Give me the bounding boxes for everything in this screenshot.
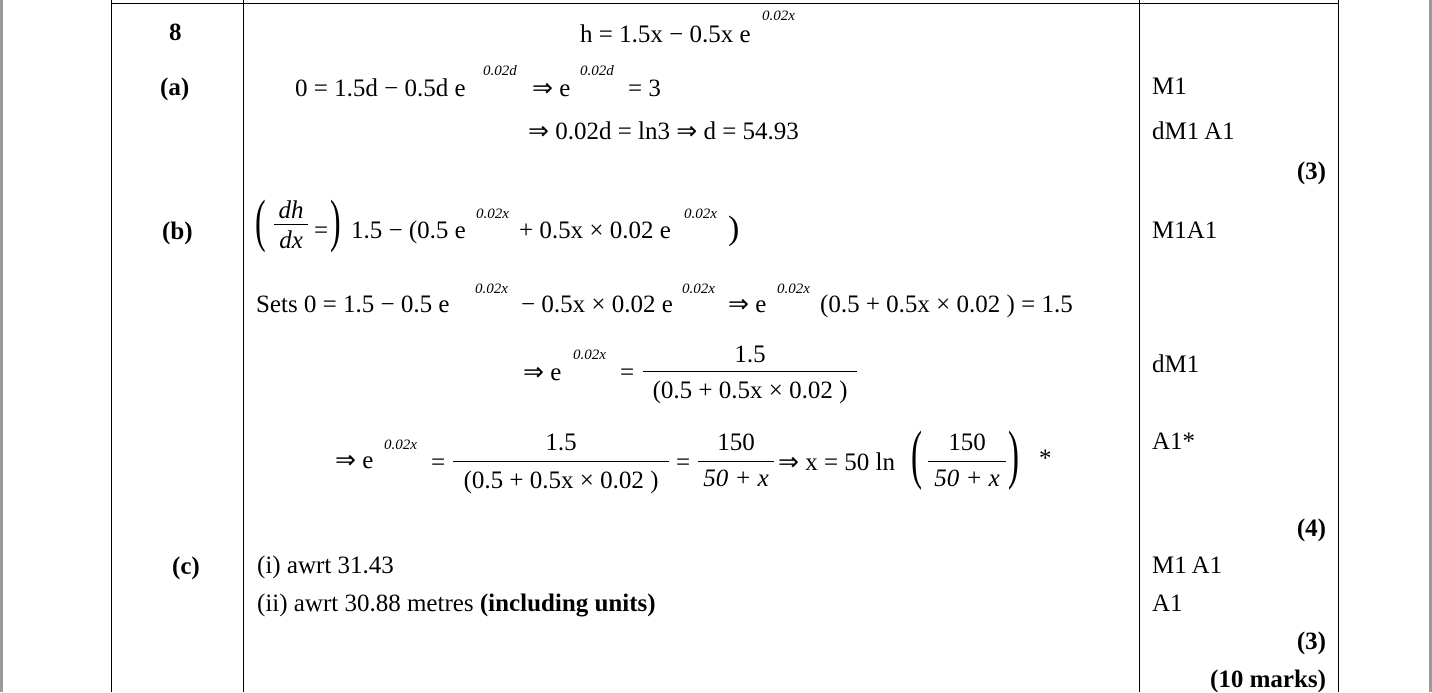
- table-divider-marks: [1139, 0, 1140, 692]
- part-a-line-1-result: = 3: [628, 75, 661, 102]
- part-b-line-4-bar-1: [453, 461, 669, 462]
- part-b-line-1-close: ): [728, 210, 740, 247]
- derivative-denominator: dx: [279, 227, 303, 254]
- table-border-left: [111, 0, 112, 692]
- part-b-line-4-star: *: [1039, 445, 1052, 472]
- grand-total: (10 marks): [1210, 666, 1326, 693]
- part-a-implies: ⇒ e: [532, 75, 571, 102]
- part-b-line-4-fraction-1: [453, 430, 669, 500]
- part-a-line-1: 0 = 1.5d − 0.5d e: [295, 75, 466, 102]
- part-b-line-3-numerator: 1.5: [734, 341, 766, 368]
- part-b-line-4-bar-2: [698, 461, 774, 462]
- part-b-line-2-middle: − 0.5x × 0.02 e: [521, 291, 673, 318]
- part-b-line-4-fraction-2: [698, 430, 774, 494]
- question-number: 8: [169, 19, 182, 46]
- part-b-line-3-exponent: 0.02x: [573, 347, 606, 363]
- mark-b-1: M1A1: [1152, 217, 1218, 244]
- total-a: (3): [1296, 158, 1326, 185]
- table-divider-question: [243, 0, 244, 692]
- mark-a-1: M1: [1152, 73, 1187, 100]
- part-b-line-4-numerator-2: 150: [717, 429, 755, 456]
- mark-b-3: A1*: [1152, 428, 1196, 455]
- mark-b-2: dM1: [1152, 351, 1200, 378]
- mark-a-2: dM1 A1: [1152, 118, 1235, 145]
- part-a-label: (a): [160, 74, 190, 101]
- part-b-line-2-end: (0.5 + 0.5x × 0.02 ) = 1.5: [820, 291, 1073, 318]
- part-b-line-3-start: ⇒ e: [523, 359, 562, 386]
- part-b-line-1-start: 1.5 − (0.5 e: [351, 217, 466, 244]
- part-b-label: (b): [162, 218, 193, 245]
- part-b-line-1-middle: + 0.5x × 0.02 e: [519, 217, 671, 244]
- part-a-exponent-2: 0.02d: [580, 63, 614, 79]
- part-a-line-2: ⇒ 0.02d = ln3 ⇒ d = 54.93: [528, 118, 799, 145]
- part-c-line-1: (i) awrt 31.43: [257, 552, 394, 579]
- derivative-equals: =: [314, 217, 329, 244]
- mark-c-2: A1: [1152, 590, 1183, 617]
- part-b-line-1-exponent-2: 0.02x: [684, 206, 717, 222]
- derivative-numerator: dh: [278, 197, 304, 224]
- part-c-line-2: [257, 591, 656, 616]
- derivative-fraction: [274, 196, 308, 254]
- part-b-line-4-fraction-3: [928, 430, 1006, 494]
- part-b-line-1-exponent-1: 0.02x: [476, 206, 509, 222]
- part-c-label: (c): [172, 553, 200, 580]
- part-b-line-4-numerator-3: 150: [948, 429, 986, 456]
- part-b-line-2-exponent-1: 0.02x: [475, 281, 508, 297]
- close-paren-ln: ): [1008, 418, 1019, 491]
- part-b-line-4-numerator-1: 1.5: [545, 429, 577, 456]
- part-a-exponent-1: 0.02d: [483, 63, 517, 79]
- part-b-line-4-denominator-1: (0.5 + 0.5x × 0.02 ): [463, 467, 659, 494]
- part-b-line-4-bar-3: [928, 461, 1006, 462]
- part-b-line-3-bar: [643, 371, 857, 372]
- total-c: (3): [1296, 628, 1326, 655]
- main-equation: h = 1.5x − 0.5x e: [580, 21, 751, 48]
- open-paren-large: (: [255, 188, 266, 253]
- part-b-line-4-denominator-3: 50 + x: [934, 465, 1000, 492]
- part-b-line-4-denominator-2: 50 + x: [703, 465, 769, 492]
- table-border-top: [111, 3, 1339, 4]
- close-paren-large: ): [330, 188, 341, 253]
- part-b-line-3-denominator: (0.5 + 0.5x × 0.02 ): [652, 377, 848, 404]
- part-b-line-2-implies: ⇒ e: [728, 291, 767, 318]
- total-b: (4): [1296, 515, 1326, 542]
- part-b-line-3-equals: =: [620, 359, 635, 386]
- table-border-right: [1338, 0, 1339, 692]
- part-b-line-2-start: Sets 0 = 1.5 − 0.5 e: [256, 291, 450, 318]
- part-b-line-4-equals-2: =: [676, 449, 691, 476]
- derivative-bar: [274, 224, 308, 225]
- part-c-line-2-text: (ii) awrt 30.88 metres: [257, 590, 480, 617]
- part-b-line-2-exponent-3: 0.02x: [777, 281, 810, 297]
- main-equation-exponent: 0.02x: [762, 8, 795, 24]
- part-b-line-4-middle: ⇒ x = 50 ln: [778, 449, 895, 476]
- part-c-line-2-bold: (including units): [479, 590, 656, 617]
- window-edge-left: [0, 0, 3, 692]
- open-paren-ln: (: [911, 418, 922, 491]
- part-b-line-3-fraction: [643, 342, 857, 412]
- part-b-line-4-start: ⇒ e: [335, 447, 374, 474]
- part-b-line-4-equals-1: =: [431, 449, 446, 476]
- part-b-line-2-exponent-2: 0.02x: [682, 281, 715, 297]
- part-b-line-4-exponent: 0.02x: [384, 437, 417, 453]
- mark-c-1: M1 A1: [1152, 552, 1223, 579]
